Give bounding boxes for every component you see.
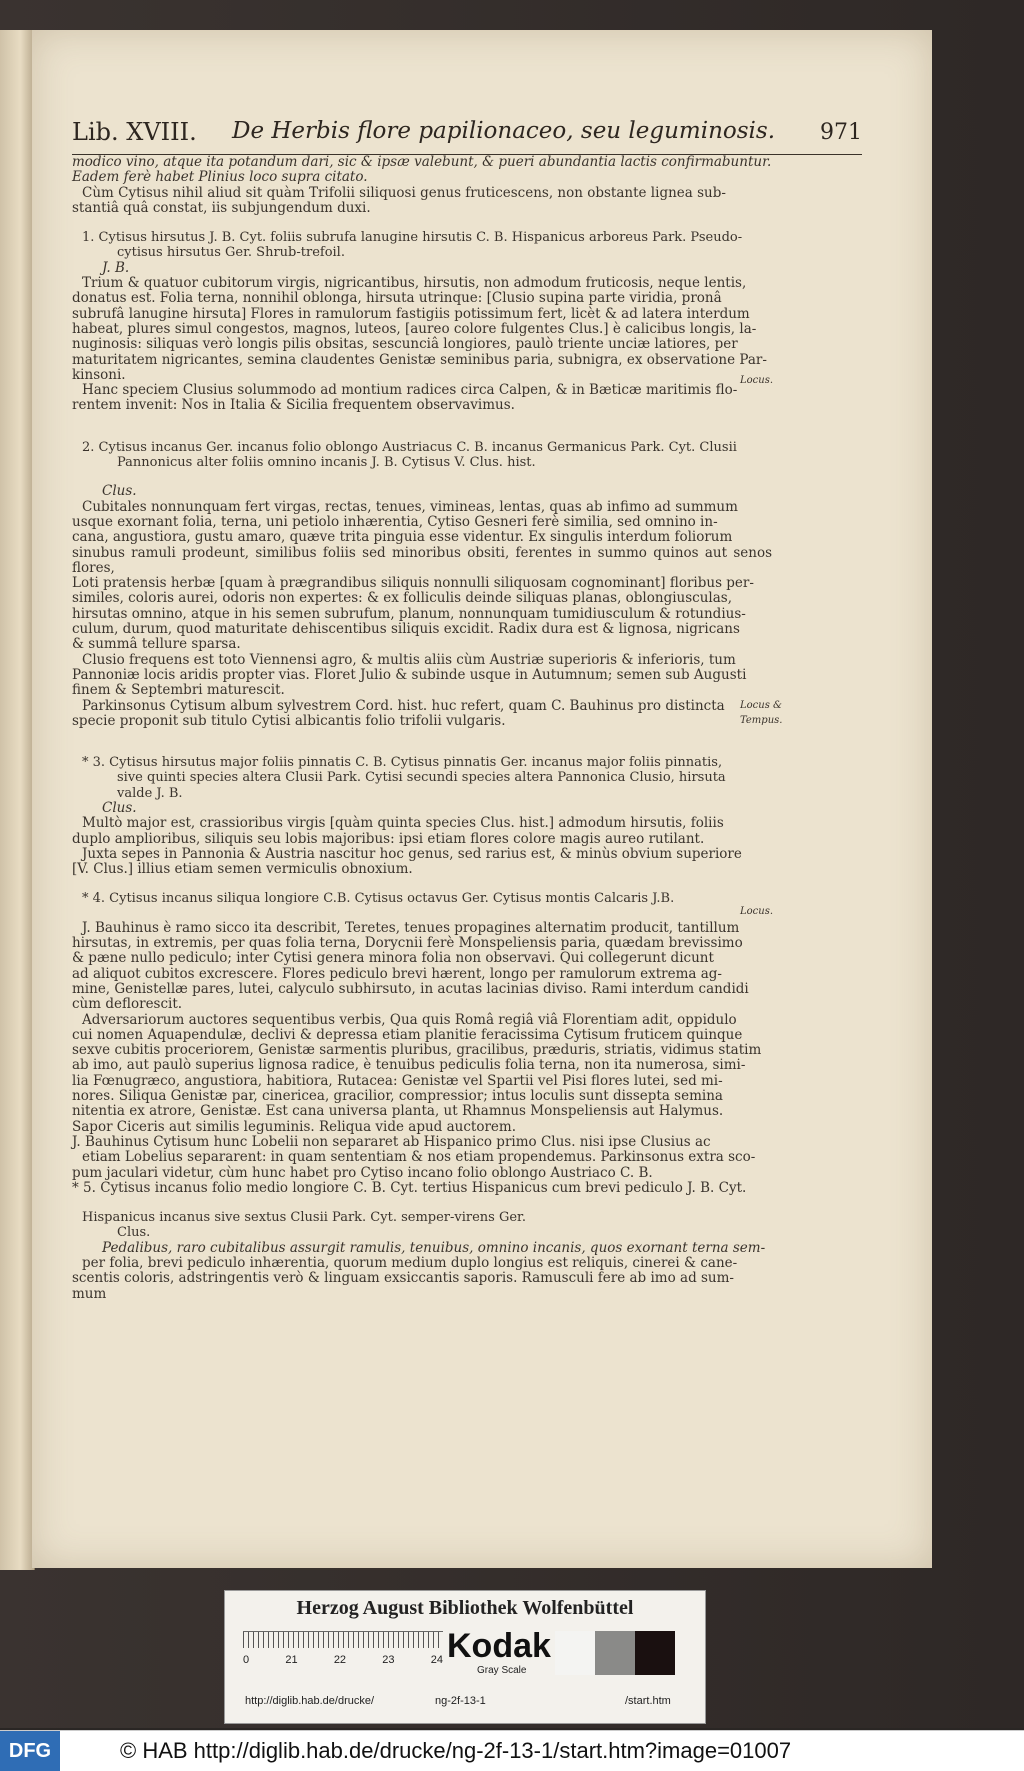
authority: Pedalibus, raro cubitalibus assurgit ramulis, tenuibus, omnino incanis, quos exornant terna sem- bbox=[102, 1239, 766, 1256]
book-number: Lib. XVIII. bbox=[72, 118, 197, 146]
species-heading: Clus. bbox=[117, 1225, 151, 1241]
text-line: lia Fœnugræco, angustiora, habitiora, Rutacea: Genistæ vel Spartii vel Pisi flores lutei, sed mi- bbox=[72, 1072, 723, 1089]
text-line: finem & Septembri maturescit. bbox=[72, 682, 285, 699]
text-line: pum jaculari videtur, cùm hunc habet pro Cytiso incano folio oblongo Austriaco C. B. bbox=[72, 1164, 653, 1181]
text-line: rentem invenit: Nos in Italia & Sicilia frequentem observavimus. bbox=[72, 397, 515, 414]
url-left: http://diglib.hab.de/drucke/ bbox=[245, 1695, 375, 1707]
url-right: /start.htm bbox=[625, 1695, 671, 1707]
text-line: & summâ tellure sparsa. bbox=[72, 636, 241, 653]
text-line: scentis coloris, adstringentis verò & linguam exsiccantis saporis. Ramusculi fere ab imo ad sum- bbox=[72, 1270, 734, 1287]
text-line: modico vino, atque ita potandum dari, sic & ipsæ valebunt, & pueri abundantia lactis confirmabuntur. bbox=[72, 154, 772, 170]
text-line: etiam Lobelius separarent: in quam sententiam & nos etiam propendemus. Parkinsonus extra sco- bbox=[82, 1149, 756, 1166]
color-calibration-bar bbox=[224, 1590, 706, 1724]
text-line: stantiâ quâ constat, iis subjungendum duxi. bbox=[72, 199, 371, 216]
text-line: Hanc speciem Clusius solummodo ad montium radices circa Calpen, & in Bæticæ maritimis flo- bbox=[82, 382, 738, 399]
text-line: nores. Siliqua Genistæ par, cinericea, gracilior, compressior; intus loculis sunt dissepta semina bbox=[72, 1088, 723, 1105]
text-line: Eadem ferè habet Plinius loco supra citato. bbox=[72, 169, 368, 186]
species-heading: 1. Cytisus hirsutus J. B. Cyt. foliis subrufa lanugine hirsutis C. B. Hispanicus arboreus Park. Pseudo- bbox=[82, 230, 743, 246]
book-page bbox=[32, 30, 932, 1568]
footer-bar bbox=[0, 1730, 1024, 1771]
text-line: maturitatem nigricantes, semina claudentes Genistæ seminibus paria, subnigra, ex observatione Par- bbox=[72, 351, 767, 368]
running-header bbox=[72, 118, 862, 155]
kodak-logo: Kodak bbox=[447, 1627, 551, 1665]
text-line: mum bbox=[72, 1285, 107, 1302]
text-line: Trium & quatuor cubitorum virgis, nigricantibus, hirsutis, non admodum fruticosis, neque lentis, bbox=[82, 275, 747, 292]
margin-note: Locus & bbox=[740, 700, 782, 711]
swatch bbox=[555, 1631, 595, 1675]
text-line: mine, Genistellæ pares, lutei, calyculo subhirsuto, in acutas lacinias diviso. Rami interdum candidi bbox=[72, 980, 749, 997]
species-heading: sive quinti species altera Clusii Park. Cytisi secundi species altera Pannonica Clusio, hirsuta bbox=[117, 770, 726, 786]
text-line: kinsoni. bbox=[72, 366, 126, 383]
text-line: usque exornant folia, terna, uni petiolo inhærentia, Cytiso Gesneri ferè similia, sed omnino in- bbox=[72, 513, 718, 530]
text-line: hirsutas, in extremis, per quas folia terna, Dorycnii ferè Monspeliensis paria, quædam brevissimo bbox=[72, 935, 743, 952]
text-line: nitentia ex atrore, Genistæ. Est cana universa planta, ut Rhamnus Monspeliensis aut Halymus. bbox=[72, 1103, 724, 1120]
text-line: culum, durum, quod maturitate dehiscentibus siliquis excidit. Radix dura est & lignosa, nigricans bbox=[72, 621, 740, 638]
text-line: Cubitales nonnunquam fert virgas, rectas, tenues, vimineas, lentas, quas ab infimo ad summum bbox=[82, 498, 738, 515]
species-heading: * 3. Cytisus hirsutus major foliis pinnatis C. B. Cytisus pinnatis Ger. incanus major foliis pinnatis, bbox=[82, 755, 723, 771]
species-heading: 2. Cytisus incanus Ger. incanus folio oblongo Austriacus C. B. incanus Germanicus Park. Cyt. Clusii bbox=[82, 439, 737, 455]
ruler-ticks bbox=[243, 1632, 443, 1648]
margin-note: Tempus. bbox=[740, 715, 783, 726]
species-heading: valde J. B. bbox=[117, 785, 183, 801]
authority: Clus. bbox=[102, 799, 137, 816]
page-text bbox=[72, 155, 772, 1302]
text-line: * 5. Cytisus incanus folio medio longiore C. B. Cyt. tertius Hispanicus cum brevi pediculo J. B. Cyt. bbox=[72, 1179, 747, 1196]
text-line: cùm deflorescit. bbox=[72, 996, 183, 1013]
margin-note: Locus. bbox=[740, 906, 774, 917]
gray-scale-label: Gray Scale bbox=[477, 1665, 527, 1676]
text-line: Clusio frequens est toto Viennensi agro, & multis aliis cùm Austriæ superioris & inferioris, tum bbox=[82, 651, 736, 668]
species-heading: Hispanicus incanus sive sextus Clusii Park. Cyt. semper-virens Ger. bbox=[82, 1210, 526, 1226]
ruler bbox=[243, 1631, 443, 1672]
text-line: cui nomen Aquapendulæ, declivi & depressa etiam planitie feracissima Cytisum fruticem quinque bbox=[72, 1026, 743, 1043]
text-line: sexve cubitis proceriorem, Genistæ sarmentis pluribus, gracilibus, præduris, striatis, vidimus statim bbox=[72, 1042, 762, 1059]
text-line: per folia, brevi pediculo inhærentia, quorum medium duplo longius est reliquis, cinerei & cane- bbox=[82, 1255, 738, 1271]
running-title: De Herbis flore papilionaceo, seu leguminosis. bbox=[232, 118, 776, 144]
text-line: subrufâ lanugine hirsuta] Flores in ramulorum fastigiis potissimum fert, licèt & ad latera interdum bbox=[72, 305, 750, 322]
dfg-logo: DFG bbox=[0, 1731, 60, 1771]
text-line: Sapor Ciceris aut similis leguminis. Reliqua vide apud auctorem. bbox=[72, 1118, 517, 1135]
previous-page-edge bbox=[0, 30, 35, 1570]
text-line: specie proponit sub titulo Cytisi albicantis folio trifolii vulgaris. bbox=[72, 712, 506, 729]
text-line: similes, coloris aurei, odoris non expertes: & ex folliculis deinde siliquas planas, oblongiusculas, bbox=[72, 590, 732, 607]
text-line: duplo amplioribus, siliquis seu lobis majoribus: ipsi etiam flores colore magis aureo rutilant. bbox=[72, 830, 705, 847]
text-line: ad aliquot cubitos excrescere. Flores pediculo brevi hærent, longo per ramulorum extrema ag- bbox=[72, 965, 722, 982]
ruler-number: 22 bbox=[333, 1654, 347, 1666]
authority: J. B. bbox=[102, 259, 130, 276]
ruler-number: 23 bbox=[382, 1654, 395, 1666]
species-heading: cytisus hirsutus Ger. Shrub-trefoil. bbox=[117, 245, 345, 261]
url-id: ng-2f-13-1 bbox=[435, 1695, 486, 1707]
text-line: cana, angustiora, gustu amaro, quæve trita pinguia esse videntur. Ex singulis interdum foliorum bbox=[72, 529, 733, 546]
footer-link[interactable]: © HAB http://diglib.hab.de/drucke/ng-2f-13-1/start.htm?image=01007 bbox=[120, 1738, 792, 1763]
page-number: 971 bbox=[820, 120, 862, 145]
ruler-number: 0 bbox=[243, 1654, 250, 1666]
text-line: Adversariorum auctores sequentibus verbis, Qua quis Româ regiâ viâ Florentiam adit, oppidulo bbox=[82, 1011, 737, 1028]
text-line: Juxta sepes in Pannonia & Austria nascitur hoc genus, sed rarius est, & minùs obvium superiore bbox=[82, 845, 742, 862]
text-line: Multò major est, crassioribus virgis [quàm quinta species Clus. hist.] admodum hirsutis, foliis bbox=[82, 815, 724, 832]
gray-swatches bbox=[555, 1631, 675, 1675]
text-line: ab imo, aut paulò superius lignosa radice, è tenuibus pediculis folia terna, non ita numerosa, simi- bbox=[72, 1057, 746, 1074]
text-line: Loti pratensis herbæ [quam à prægrandibus siliquis nonnulli siliquosam cognominant] floribus per- bbox=[72, 575, 754, 592]
text-line: nuginosis: siliquas verò longis pilis obsitas, sescunciâ longiores, paulò triente unciæ latiores, per bbox=[72, 336, 738, 353]
species-heading: Pannonicus alter foliis omnino incanis J. B. Cytisus V. Clus. hist. bbox=[117, 455, 536, 471]
text-line: Cùm Cytisus nihil aliud sit quàm Trifolii siliquosi genus fruticescens, non obstante lignea sub- bbox=[82, 184, 726, 201]
text-line: donatus est. Folia terna, nonnihil oblonga, hirsuta utrinque: [Clusio supina parte viridia, pronâ bbox=[72, 290, 722, 307]
library-name: Herzog August Bibliothek Wolfenbüttel bbox=[296, 1597, 634, 1619]
text-line: habeat, plures simul congestos, magnos, luteos, [aureo colore fulgentes Clus.] è calicibus longis, la- bbox=[72, 320, 757, 337]
text-line: & pæne nullo pediculo; inter Cytisi genera minora folia non observavi. Qui collegerunt dicunt bbox=[72, 950, 714, 967]
text-line: J. Bauhinus è ramo sicco ita describit, Teretes, tenues propagines alternatim producit, tantillum bbox=[82, 919, 740, 936]
swatch bbox=[635, 1631, 675, 1675]
text-line: J. Bauhinus Cytisum hunc Lobelii non separaret ab Hispanico primo Clus. nisi ipse Clusius ac bbox=[72, 1133, 711, 1150]
species-heading: * 4. Cytisus incanus siliqua longiore C.B. Cytisus octavus Ger. Cytisus montis Calcaris J.B. bbox=[82, 891, 675, 907]
text-line: hirsutas omnino, atque in his semen subrufum, planum, nonnunquam tumidiusculum & rotundius- bbox=[72, 605, 746, 622]
ruler-number: 21 bbox=[285, 1654, 298, 1666]
text-line: Pannoniæ locis aridis propter vias. Floret Julio & subinde usque in Autumnum; semen sub Augusti bbox=[72, 666, 747, 683]
margin-note: Locus. bbox=[740, 375, 774, 386]
ruler-numbers bbox=[243, 1654, 443, 1666]
text-line: [V. Clus.] illius etiam semen vermiculis obnoxium. bbox=[72, 861, 413, 878]
ruler-number: 24 bbox=[430, 1654, 443, 1666]
swatch bbox=[595, 1631, 635, 1675]
text-line: sinubus ramuli prodeunt, similibus foliis sed minoribus obsiti, ferentes in summo quinos aut senos flores, bbox=[72, 544, 772, 576]
authority: Clus. bbox=[102, 483, 137, 500]
text-line: Parkinsonus Cytisum album sylvestrem Cord. hist. huc refert, quam C. Bauhinus pro distincta bbox=[82, 697, 725, 714]
